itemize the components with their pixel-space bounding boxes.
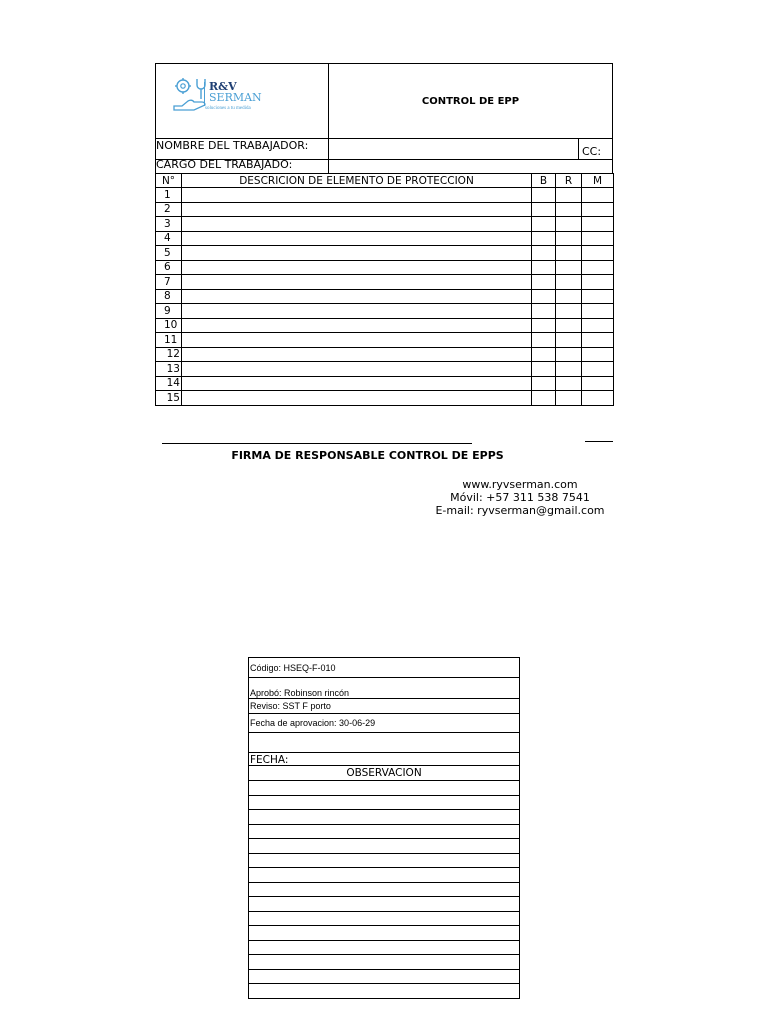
observation-row xyxy=(249,955,520,970)
table-row xyxy=(156,188,614,203)
description-cell[interactable] xyxy=(182,260,532,275)
r-cell[interactable] xyxy=(556,260,582,275)
observation-cell[interactable] xyxy=(249,955,520,970)
m-cell[interactable] xyxy=(582,202,614,217)
doc-approval-date: Fecha de aprovacion: 30-06-29 xyxy=(249,714,520,733)
row-number: 11 xyxy=(156,333,182,348)
worker-name-label: NOMBRE DEL TRABAJADOR: xyxy=(156,139,309,152)
row-number: 7 xyxy=(156,275,182,290)
description-cell[interactable] xyxy=(182,362,532,377)
observation-row xyxy=(249,868,520,883)
observation-cell[interactable] xyxy=(249,853,520,868)
document-title: CONTROL DE EPP xyxy=(328,63,613,139)
row-number: 1 xyxy=(156,188,182,203)
b-cell[interactable] xyxy=(532,289,556,304)
r-cell[interactable] xyxy=(556,362,582,377)
contact-web: www.ryvserman.com xyxy=(462,478,578,491)
observation-cell[interactable] xyxy=(249,984,520,999)
row-number: 3 xyxy=(156,217,182,232)
b-cell[interactable] xyxy=(532,246,556,261)
table-row xyxy=(156,347,614,362)
b-cell[interactable] xyxy=(532,391,556,406)
description-cell[interactable] xyxy=(182,289,532,304)
r-cell[interactable] xyxy=(556,231,582,246)
observation-row xyxy=(249,824,520,839)
position-divider xyxy=(328,159,329,173)
table-row xyxy=(156,217,614,232)
logo-tagline: soluciones a tu medida xyxy=(205,106,251,111)
row-number: 14 xyxy=(156,376,182,391)
description-cell[interactable] xyxy=(182,202,532,217)
r-cell[interactable] xyxy=(556,391,582,406)
observation-cell[interactable] xyxy=(249,940,520,955)
signature-line-short xyxy=(585,441,613,442)
m-cell[interactable] xyxy=(582,246,614,261)
m-cell[interactable] xyxy=(582,333,614,348)
m-cell[interactable] xyxy=(582,391,614,406)
col-description-header: DESCRICION DE ELEMENTO DE PROTECCION xyxy=(182,174,532,188)
table-row xyxy=(156,333,614,348)
row-number: 13 xyxy=(156,362,182,377)
m-cell[interactable] xyxy=(582,289,614,304)
description-cell[interactable] xyxy=(182,246,532,261)
row-number: 8 xyxy=(156,289,182,304)
observation-cell[interactable] xyxy=(249,882,520,897)
description-cell[interactable] xyxy=(182,231,532,246)
r-cell[interactable] xyxy=(556,289,582,304)
table-row xyxy=(156,289,614,304)
observation-cell[interactable] xyxy=(249,897,520,912)
m-cell[interactable] xyxy=(582,362,614,377)
r-cell[interactable] xyxy=(556,347,582,362)
contact-phone: Móvil: +57 311 538 7541 xyxy=(450,491,590,504)
observation-row xyxy=(249,795,520,810)
logo-brand-line2: SERMAN xyxy=(209,91,262,104)
table-row xyxy=(156,231,614,246)
observation-row xyxy=(249,926,520,941)
r-cell[interactable] xyxy=(556,202,582,217)
doc-approved-by: Aprobó: Robinson rincón xyxy=(249,678,520,699)
observation-row xyxy=(249,781,520,796)
description-cell[interactable] xyxy=(182,391,532,406)
doc-code: Código: HSEQ-F-010 xyxy=(249,658,520,678)
table-row xyxy=(156,202,614,217)
b-cell[interactable] xyxy=(532,333,556,348)
epp-table xyxy=(155,173,614,406)
observation-cell[interactable] xyxy=(249,839,520,854)
description-cell[interactable] xyxy=(182,318,532,333)
logo-brand-line1: R&V xyxy=(209,80,237,93)
observation-cell[interactable] xyxy=(249,824,520,839)
col-number-header: N° xyxy=(156,174,182,188)
observation-row xyxy=(249,984,520,999)
date-label: FECHA: xyxy=(249,753,520,766)
m-cell[interactable] xyxy=(582,376,614,391)
observation-cell[interactable] xyxy=(249,781,520,796)
table-row xyxy=(156,391,614,406)
b-cell[interactable] xyxy=(532,318,556,333)
row-number: 4 xyxy=(156,231,182,246)
description-cell[interactable] xyxy=(182,304,532,319)
b-cell[interactable] xyxy=(532,188,556,203)
table-row xyxy=(156,275,614,290)
description-cell[interactable] xyxy=(182,217,532,232)
r-cell[interactable] xyxy=(556,304,582,319)
r-cell[interactable] xyxy=(556,376,582,391)
description-cell[interactable] xyxy=(182,376,532,391)
b-cell[interactable] xyxy=(532,217,556,232)
m-cell[interactable] xyxy=(582,304,614,319)
table-row xyxy=(156,318,614,333)
logo-divider xyxy=(204,82,205,106)
r-cell[interactable] xyxy=(556,188,582,203)
observation-row xyxy=(249,853,520,868)
observation-row xyxy=(249,940,520,955)
row-number: 2 xyxy=(156,202,182,217)
worker-position-label: CARGO DEL TRABAJADO: xyxy=(156,158,293,171)
m-cell[interactable] xyxy=(582,347,614,362)
row-number: 15 xyxy=(156,391,182,406)
table-row xyxy=(156,304,614,319)
b-cell[interactable] xyxy=(532,304,556,319)
observation-row xyxy=(249,810,520,825)
b-cell[interactable] xyxy=(532,260,556,275)
r-cell[interactable] xyxy=(556,246,582,261)
doc-reviewed-by: Reviso: SST F porto xyxy=(249,699,520,714)
r-cell[interactable] xyxy=(556,318,582,333)
observation-cell[interactable] xyxy=(249,969,520,984)
observation-cell[interactable] xyxy=(249,810,520,825)
m-cell[interactable] xyxy=(582,260,614,275)
r-cell[interactable] xyxy=(556,333,582,348)
observation-row xyxy=(249,911,520,926)
row-number: 9 xyxy=(156,304,182,319)
table-row xyxy=(156,376,614,391)
m-cell[interactable] xyxy=(582,217,614,232)
table-row xyxy=(156,260,614,275)
b-cell[interactable] xyxy=(532,275,556,290)
observation-cell[interactable] xyxy=(249,868,520,883)
b-cell[interactable] xyxy=(532,376,556,391)
observation-row xyxy=(249,882,520,897)
b-cell[interactable] xyxy=(532,347,556,362)
observation-header: OBSERVACION xyxy=(249,766,520,781)
observation-row xyxy=(249,839,520,854)
observation-row xyxy=(249,897,520,912)
observation-cell[interactable] xyxy=(249,926,520,941)
b-cell[interactable] xyxy=(532,231,556,246)
doc-spacer xyxy=(249,733,520,753)
signature-line xyxy=(162,443,472,444)
row-number: 10 xyxy=(156,318,182,333)
description-cell[interactable] xyxy=(182,347,532,362)
cc-label: CC: xyxy=(582,145,602,158)
b-cell[interactable] xyxy=(532,362,556,377)
row-number: 6 xyxy=(156,260,182,275)
description-cell[interactable] xyxy=(182,333,532,348)
observation-row xyxy=(249,969,520,984)
observation-cell[interactable] xyxy=(249,795,520,810)
observation-cell[interactable] xyxy=(249,911,520,926)
m-cell[interactable] xyxy=(582,318,614,333)
m-cell[interactable] xyxy=(582,188,614,203)
b-cell[interactable] xyxy=(532,202,556,217)
contact-email: E-mail: ryvserman@gmail.com xyxy=(435,504,605,517)
signature-title: FIRMA DE RESPONSABLE CONTROL DE EPPS xyxy=(231,449,504,462)
r-cell[interactable] xyxy=(556,217,582,232)
row-number: 5 xyxy=(156,246,182,261)
m-cell[interactable] xyxy=(582,231,614,246)
m-cell[interactable] xyxy=(582,275,614,290)
document-info-table xyxy=(248,657,520,999)
col-m-header: M xyxy=(582,174,614,188)
col-b-header: B xyxy=(532,174,556,188)
logo-cell xyxy=(155,63,329,139)
description-cell[interactable] xyxy=(182,275,532,290)
table-row xyxy=(156,362,614,377)
row-number: 12 xyxy=(156,347,182,362)
col-r-header: R xyxy=(556,174,582,188)
description-cell[interactable] xyxy=(182,188,532,203)
epp-table-header xyxy=(156,174,614,188)
worker-name-field[interactable] xyxy=(328,138,579,160)
r-cell[interactable] xyxy=(556,275,582,290)
table-row xyxy=(156,246,614,261)
